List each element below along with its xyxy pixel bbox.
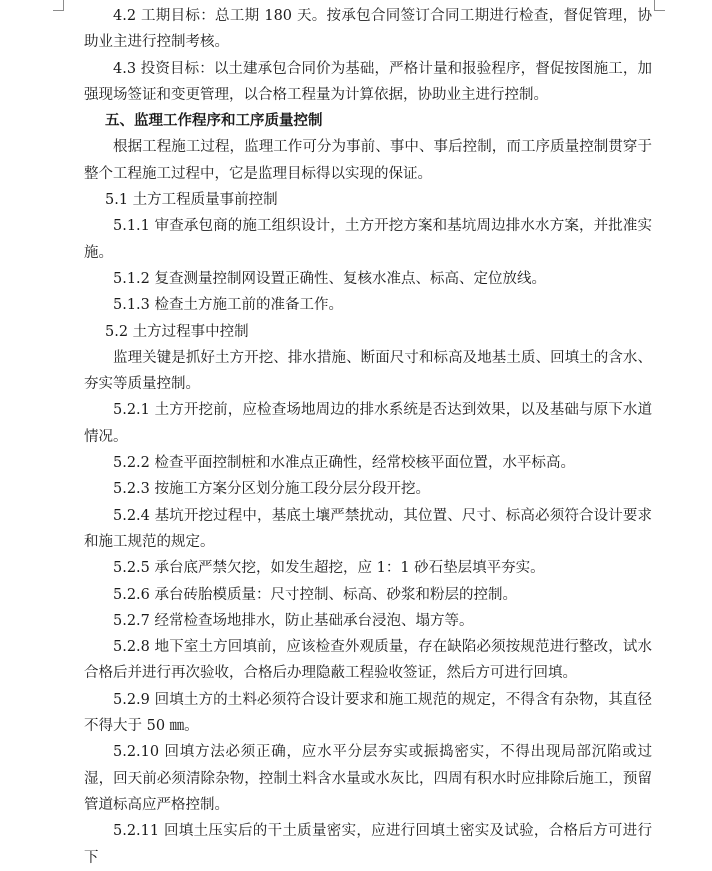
subsection-title: 5.1 土方工程质量事前控制 [105, 192, 278, 209]
paragraph: 根据工程施工过程，监理工作可分为事前、事中、事后控制，而工序质量控制贯穿于整个工程施工过程中，它是监理目标得以实现的保证。 [84, 139, 652, 182]
paragraph: 5.1.1 审查承包商的施工组织设计，土方开挖方案和基坑周边排水水方案，并批准实施。 [84, 218, 652, 261]
paragraph: 5.2.3 按施工方案分区划分施工段分层分段开挖。 [113, 481, 431, 498]
subsection-title: 5.2 土方过程事中控制 [105, 323, 249, 340]
paragraph: 5.2.6 承台砖胎模质量：尺寸控制、标高、砂浆和粉层的控制。 [113, 586, 518, 603]
page-corner-mark-right [654, 0, 665, 11]
paragraph: 5.2.9 回填土方的土料必须符合设计要求和施工规范的规定，不得含有杂物，其直径不得大于 50 ㎜。 [84, 691, 652, 735]
paragraph: 5.2.8 地下室土方回填前，应该检查外观质量，存在缺陷必须按规范进行整改，试水合格后并进行再次验收，合格后办理隐蔽工程验收签证，然后方可进行回填。 [84, 639, 652, 682]
document-body [84, 3, 652, 871]
paragraph: 5.2.7 经常检查场地排水，防止基础承台浸泡、塌方等。 [113, 612, 474, 629]
section-heading: 五、监理工作程序和工序质量控制 [105, 112, 323, 130]
paragraph: 监理关键是抓好土方开挖、排水措施、断面尺寸和标高及地基土质、回填土的含水、夯实等质量控制。 [84, 349, 652, 393]
paragraph: 4.3 投资目标：以土建承包合同价为基础，严格计量和报验程序，督促按图施工，加强现场签证和变更管理，以合格工程量为计算依据，协助业主进行控制。 [84, 60, 652, 103]
paragraph: 5.2.5 承台底严禁欠挖，如发生超挖，应 1：1 砂石垫层填平夯实。 [113, 560, 545, 577]
paragraph: 5.2.11 回填土压实后的干土质量密实，应进行回填土密实及试验，合格后方可进行下 [84, 823, 652, 866]
paragraph: 5.2.2 检查平面控制桩和水准点正确性，经常校核平面位置，水平标高。 [113, 455, 576, 472]
paragraph: 5.2.10 回填方法必须正确，应水平分层夯实或振捣密实，不得出现局部沉陷或过湿，回天前必须清除杂物，控制土料含水量或水灰比，四周有积水时应排除后施工，预留管道标高应严格控制。 [84, 744, 652, 813]
paragraph: 5.1.3 检查土方施工前的准备工作。 [113, 297, 344, 314]
paragraph: 5.1.2 复查测量控制网设置正确性、复核水准点、标高、定位放线。 [113, 270, 547, 287]
paragraph: 4.2 工期目标：总工期 180 天。按承包合同签订合同工期进行检查，督促管理，协助业主进行控制考核。 [84, 8, 652, 51]
page-corner-mark-left [53, 0, 64, 11]
paragraph: 5.2.1 土方开挖前，应检查场地周边的排水系统是否达到效果，以及基础与原下水道情况。 [84, 402, 652, 445]
paragraph: 5.2.4 基坑开挖过程中，基底土壤严禁扰动，其位置、尺寸、标高必须符合设计要求和施工规范的规定。 [84, 507, 652, 550]
